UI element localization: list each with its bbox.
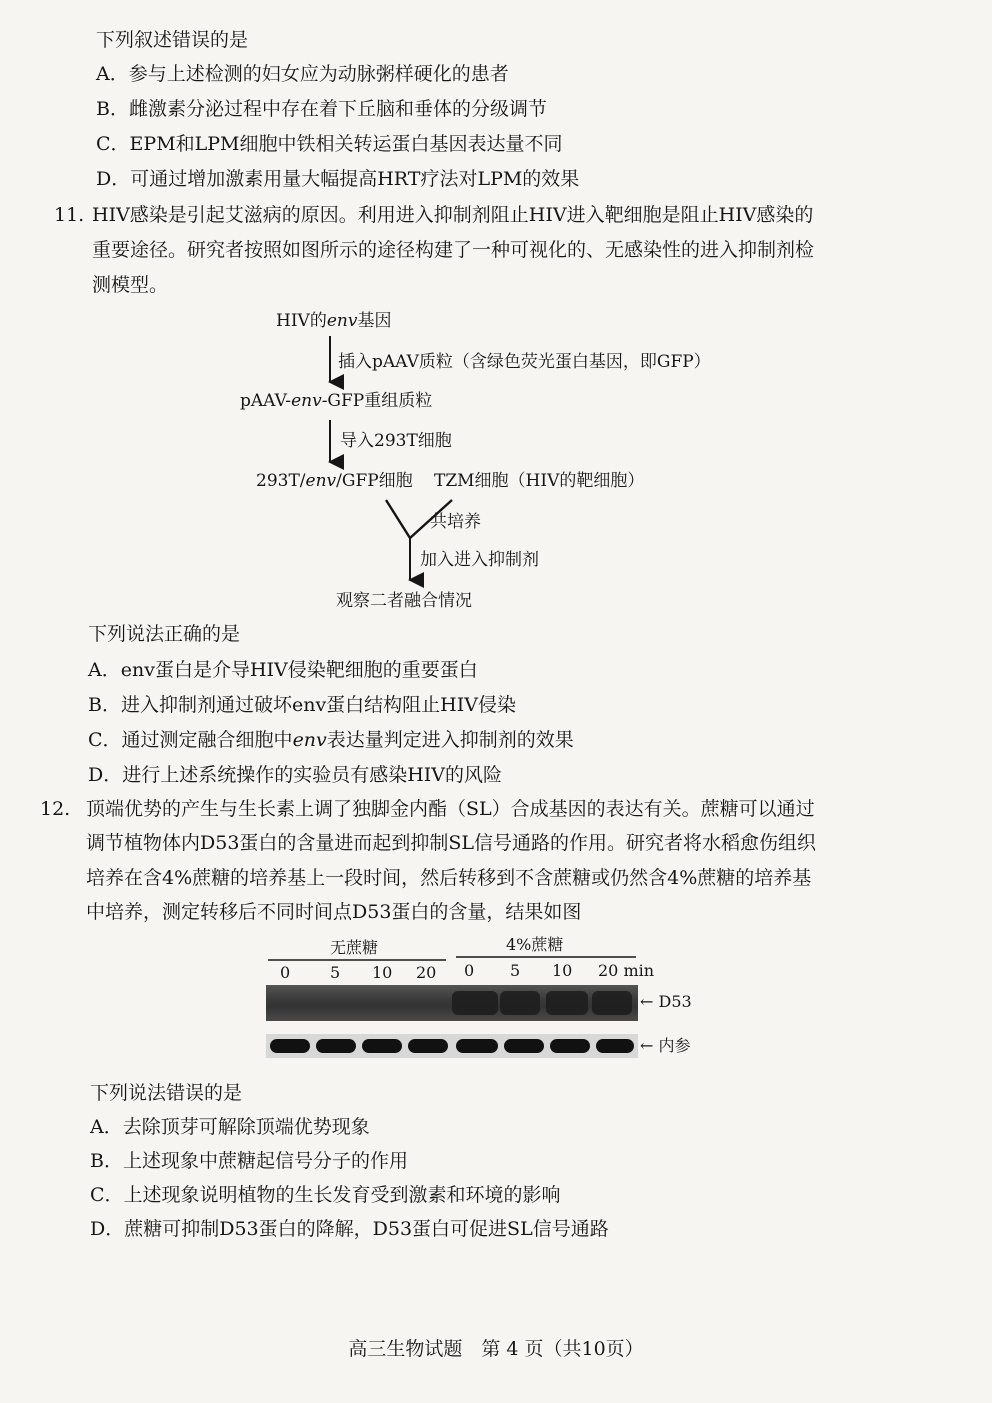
time-label: 5 bbox=[330, 963, 341, 982]
q11-intro-line-2: 重要途径。研究者按照如图所示的途径构建了一种可视化的、无感染性的进入抑制剂检 bbox=[92, 239, 815, 261]
d53-band-row bbox=[266, 985, 638, 1021]
time-label: 10 bbox=[552, 961, 573, 980]
time-label: 20 min bbox=[598, 961, 655, 980]
reference-band bbox=[362, 1039, 402, 1053]
d53-band bbox=[546, 991, 588, 1015]
reference-band bbox=[456, 1039, 498, 1053]
d53-band bbox=[452, 991, 498, 1015]
group-label-4pct-sucrose: 4%蔗糖 bbox=[506, 935, 564, 954]
reference-band bbox=[408, 1039, 448, 1053]
q12-stem: 下列说法错误的是 bbox=[90, 1082, 243, 1104]
step-import-293t: 导入293T细胞 bbox=[340, 431, 452, 451]
step-coculture: 共培养 bbox=[430, 512, 481, 532]
q11-stem: 下列说法正确的是 bbox=[88, 623, 241, 645]
q11-option-d: D．进行上述系统操作的实验员有感染HIV的风险 bbox=[88, 764, 503, 786]
reference-band bbox=[550, 1039, 590, 1053]
q10-option-b: B．雌激素分泌过程中存在着下丘脑和垂体的分级调节 bbox=[96, 98, 547, 120]
internal-reference-label: ← 内参 bbox=[640, 1036, 691, 1055]
time-label: 10 bbox=[372, 963, 393, 982]
d53-band bbox=[592, 991, 632, 1015]
reference-band-row bbox=[266, 1034, 638, 1058]
node-tzm-cells: TZM细胞（HIV的靶细胞） bbox=[434, 471, 645, 491]
q12-intro-line-1: 顶端优势的产生与生长素上调了独脚金内酯（SL）合成基因的表达有关。蔗糖可以通过 bbox=[86, 798, 815, 820]
q12-option-a: A．去除顶芽可解除顶端优势现象 bbox=[90, 1116, 370, 1138]
page-footer: 高三生物试题 第 4 页（共10页） bbox=[348, 1338, 644, 1360]
q12-option-b: B．上述现象中蔗糖起信号分子的作用 bbox=[90, 1150, 408, 1172]
q11-option-b: B．进入抑制剂通过破坏env蛋白结构阻止HIV侵染 bbox=[88, 694, 516, 716]
q12-intro-line-2: 调节植物体内D53蛋白的含量进而起到抑制SL信号通路的作用。研究者将水稻愈伤组织 bbox=[86, 832, 817, 854]
d53-label: ← D53 bbox=[640, 992, 692, 1011]
q12-option-c: C．上述现象说明植物的生长发育受到激素和环境的影响 bbox=[90, 1184, 561, 1206]
time-label: 0 bbox=[464, 961, 475, 980]
reference-band bbox=[596, 1039, 634, 1053]
q11-option-c: C．通过测定融合细胞中env表达量判定进入抑制剂的效果 bbox=[88, 729, 574, 751]
step-add-inhibitor: 加入进入抑制剂 bbox=[420, 550, 539, 570]
time-label: 5 bbox=[510, 961, 521, 980]
q10-option-d: D．可通过增加激素用量大幅提高HRT疗法对LPM的效果 bbox=[96, 168, 580, 190]
q10-option-c: C．EPM和LPM细胞中铁相关转运蛋白基因表达量不同 bbox=[96, 133, 563, 155]
q11-intro-line-3: 测模型。 bbox=[92, 274, 169, 296]
q12-intro-line-3: 培养在含4%蔗糖的培养基上一段时间，然后转移到不含蔗糖或仍然含4%蔗糖的培养基 bbox=[86, 867, 812, 889]
q12-intro-line-4: 中培养，测定转移后不同时间点D53蛋白的含量，结果如图 bbox=[86, 901, 582, 923]
node-recombinant-plasmid: pAAV-env-GFP重组质粒 bbox=[240, 391, 433, 411]
flow-arrows bbox=[0, 0, 992, 620]
group-label-no-sucrose: 无蔗糖 bbox=[330, 938, 379, 957]
step-insert-plasmid: 插入pAAV质粒（含绿色荧光蛋白基因，即GFP） bbox=[338, 352, 711, 372]
node-293t-cells: 293T/env/GFP细胞 bbox=[256, 471, 413, 491]
q10-option-a: A．参与上述检测的妇女应为动脉粥样硬化的患者 bbox=[96, 63, 509, 85]
q11-number: 11. bbox=[54, 204, 85, 226]
reference-band bbox=[504, 1039, 544, 1053]
node-observe-fusion: 观察二者融合情况 bbox=[336, 591, 472, 611]
time-label: 20 bbox=[416, 963, 437, 982]
node-hiv-env-gene: HIV的env基因 bbox=[276, 311, 392, 331]
q12-number: 12. bbox=[40, 798, 71, 820]
q11-option-a: A．env蛋白是介导HIV侵染靶细胞的重要蛋白 bbox=[88, 659, 478, 681]
q11-intro-line-1: HIV感染是引起艾滋病的原因。利用进入抑制剂阻止HIV进入靶细胞是阻止HIV感染的 bbox=[92, 204, 814, 226]
reference-band bbox=[270, 1039, 310, 1053]
reference-band bbox=[316, 1039, 356, 1053]
time-label: 0 bbox=[280, 963, 291, 982]
q12-option-d: D．蔗糖可抑制D53蛋白的降解，D53蛋白可促进SL信号通路 bbox=[90, 1218, 609, 1240]
d53-band bbox=[500, 991, 540, 1015]
q10-stem: 下列叙述错误的是 bbox=[96, 29, 249, 51]
